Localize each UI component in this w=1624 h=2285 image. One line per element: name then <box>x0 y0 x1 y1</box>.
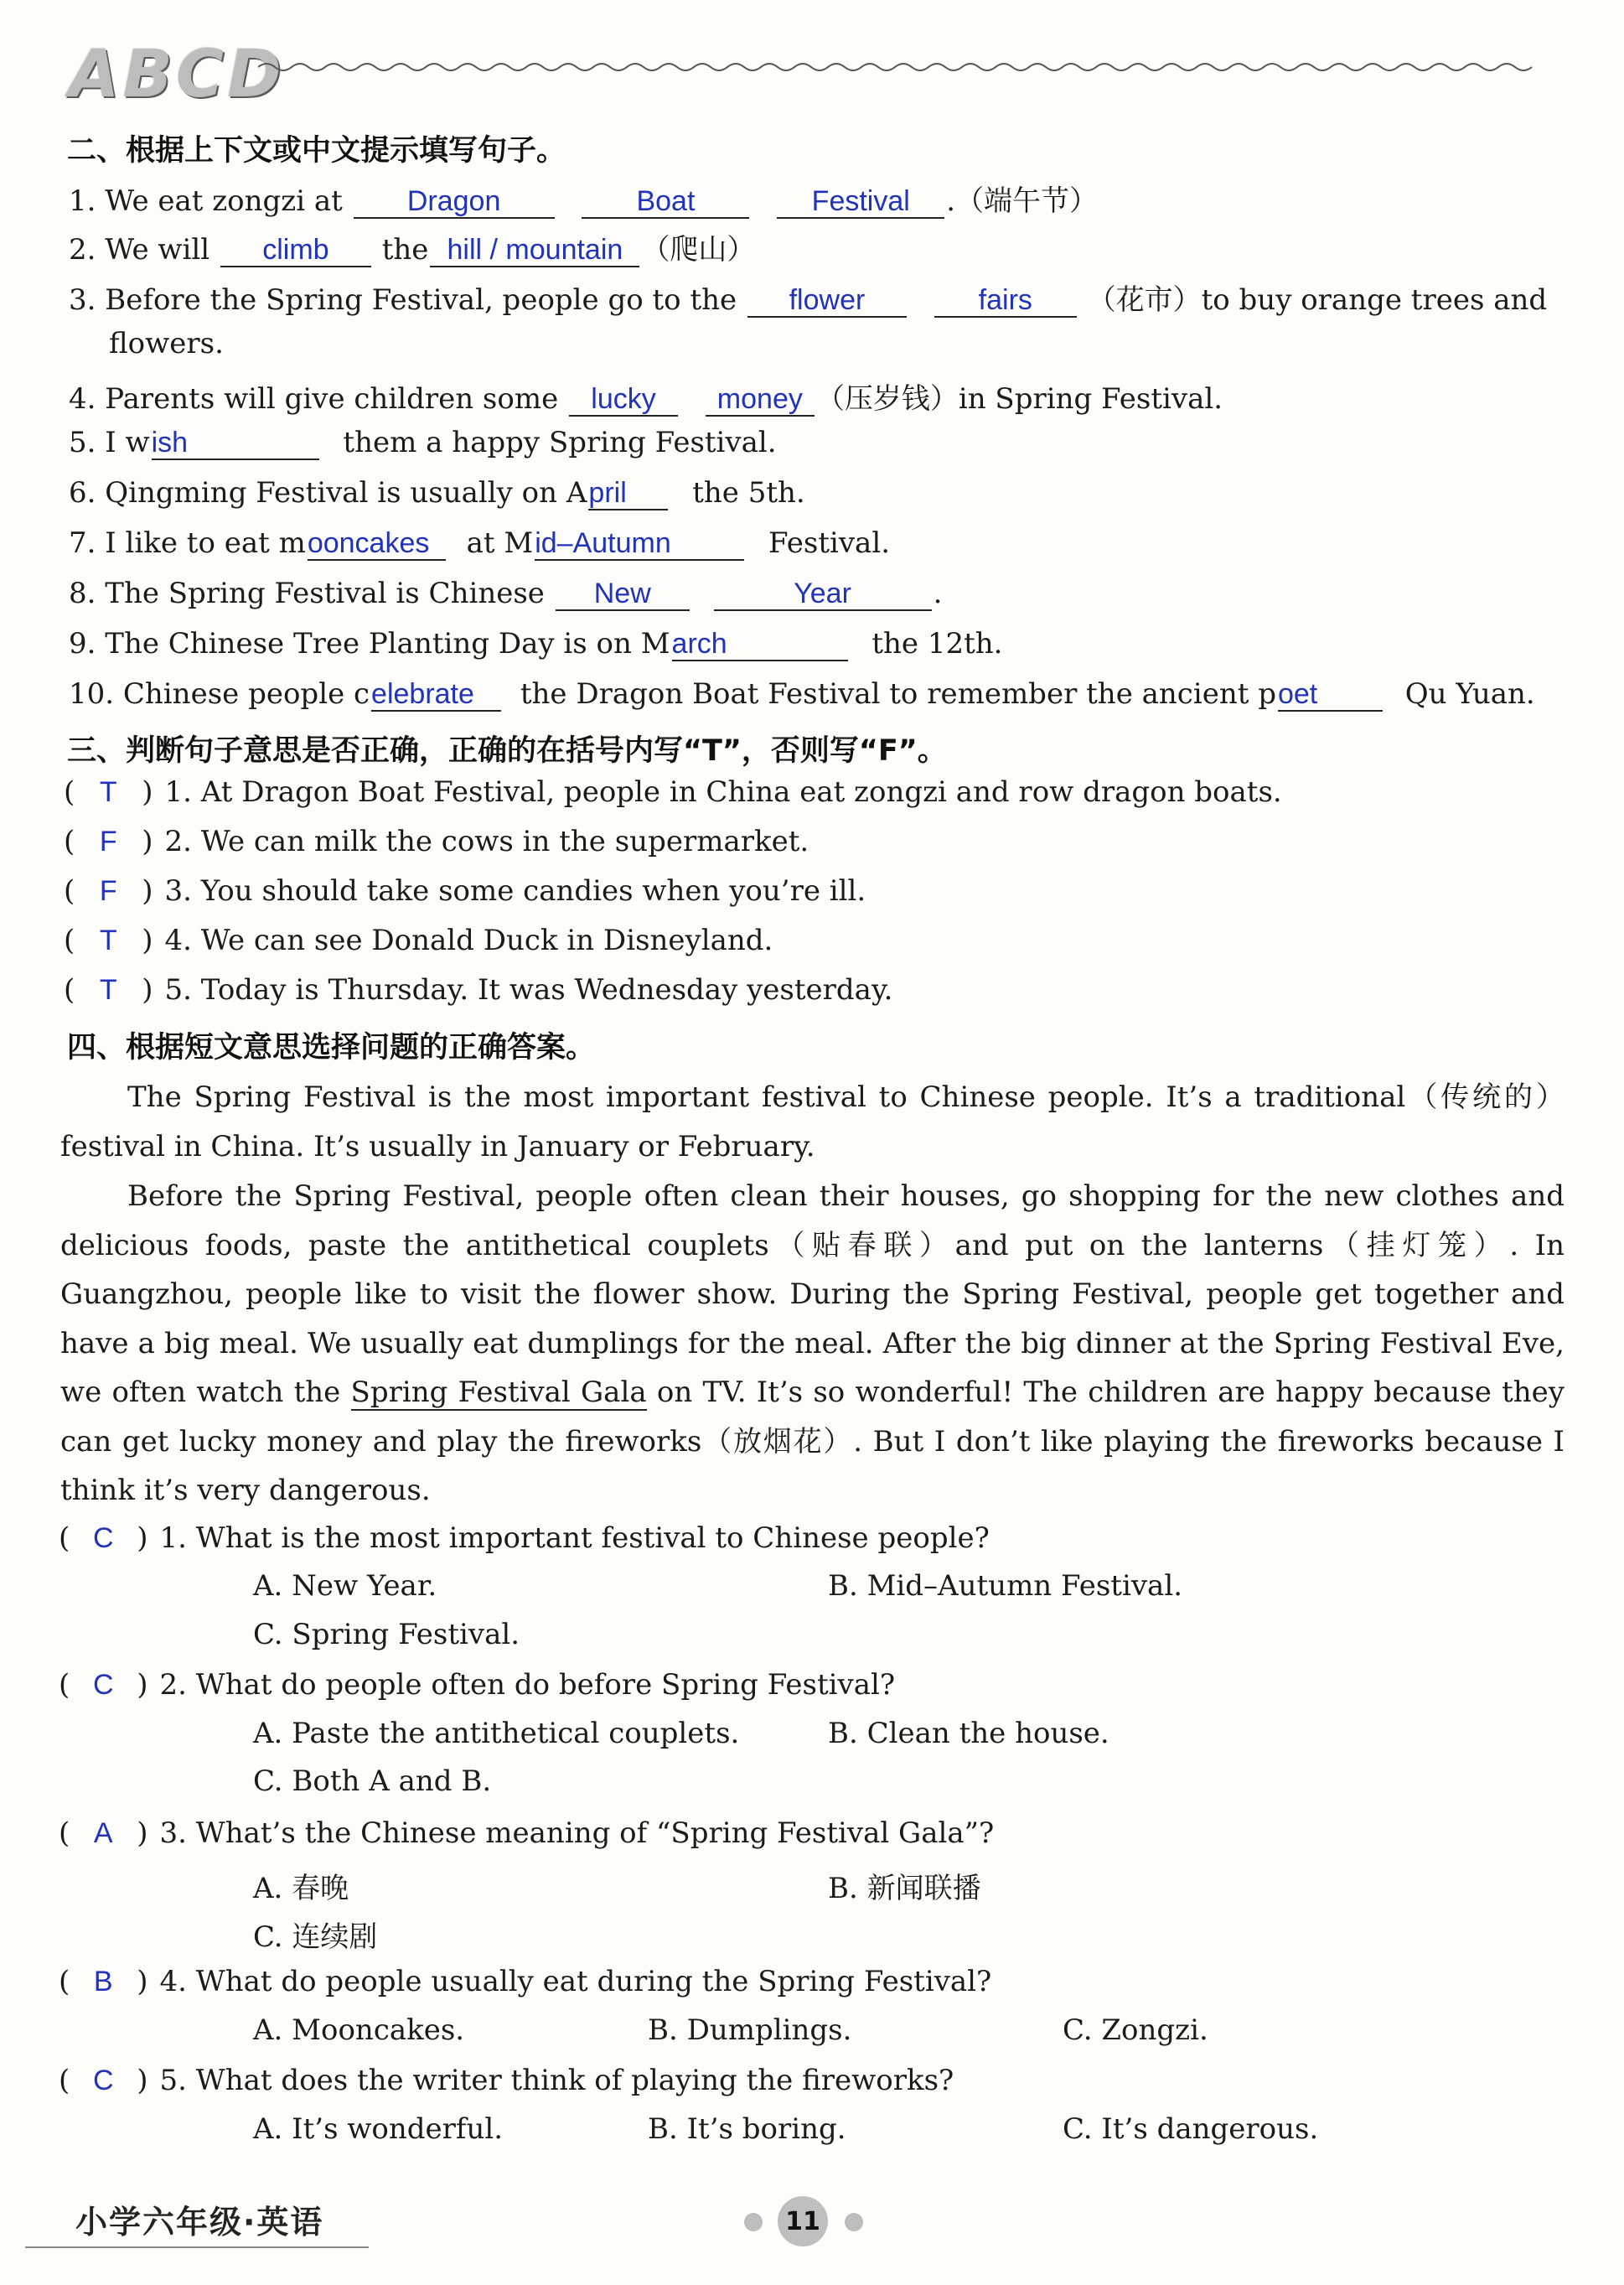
s4-q1-option-a: A. New Year. <box>253 1569 437 1603</box>
section-2-title: 二、根据上下文或中文提示填写句子。 <box>67 134 566 168</box>
s2-8-answer-2[interactable]: Year <box>714 579 932 611</box>
s4-1-answer[interactable]: C <box>92 1522 114 1554</box>
s2-6-answer[interactable]: pril <box>588 479 668 510</box>
s2-item-3-cont: flowers. <box>109 327 224 360</box>
s2-2-answer-1[interactable]: climb <box>220 236 371 267</box>
s2-item-9: 9. The Chinese Tree Planting Day is on March the 12th. <box>69 627 1003 661</box>
passage-paragraph-2: Before the Spring Festival, people often clean their houses, go shopping for the new clothes and delicious foods, paste the antithetical couplets（贴春联）and put on the lanterns（挂灯笼）. In Guangzhou, people like to visit the flower show. During the Spring Festival, people get together and have a big meal. We usually eat dumplings for the meal. After the big dinner at the Spring Festival Eve, we often watch the Spring Festival Gala on TV. It’s so wonderful! The children are happy because they can get lucky money and play the fireworks（放烟花）. But I don’t like playing the fireworks because I think it’s very dangerous. <box>60 1179 1565 1507</box>
s3-item-3: ( F ) 3. You should take some candies when you’re ill. <box>64 874 866 908</box>
section-4-title: 四、根据短文意思选择问题的正确答案。 <box>67 1031 596 1065</box>
s3-3-answer[interactable]: F <box>99 875 117 907</box>
s4-q1-option-b: B. Mid–Autumn Festival. <box>828 1569 1183 1603</box>
s4-4-answer[interactable]: B <box>93 1966 113 1997</box>
s2-4-answer-1[interactable]: lucky <box>569 385 678 417</box>
passage-paragraph-1: The Spring Festival is the most important festival to Chinese people. It’s a traditional（传统的）festival in China. It’s usually in January or February. <box>60 1080 1565 1163</box>
s2-10-answer-2[interactable]: oet <box>1278 680 1383 712</box>
s4-q4-option-c: C. Zongzi. <box>1063 2013 1208 2047</box>
decorative-wave-line <box>258 59 1565 75</box>
s4-q1: ( C ) 1. What is the most important festival to Chinese people? <box>59 1521 990 1555</box>
s2-item-6: 6. Qingming Festival is usually on April the 5th. <box>69 476 805 510</box>
s4-q5-option-b: B. It’s boring. <box>648 2112 846 2146</box>
s4-q4-option-a: A. Mooncakes. <box>253 2013 465 2047</box>
s2-8-answer-1[interactable]: New <box>556 579 690 611</box>
s4-3-answer[interactable]: A <box>93 1817 113 1849</box>
s3-item-5: ( T ) 5. Today is Thursday. It was Wednesday yesterday. <box>64 973 893 1007</box>
s2-5-answer[interactable]: ish <box>152 428 319 460</box>
s2-item-2: 2. We will climb the hill / mountain （爬山） <box>69 233 756 267</box>
s3-item-2: ( F ) 2. We can milk the cows in the supermarket. <box>64 825 809 858</box>
s3-item-1: ( T ) 1. At Dragon Boat Festival, people in China eat zongzi and row dragon boats. <box>64 775 1282 809</box>
s2-7-answer-2[interactable]: id–Autumn <box>535 529 744 561</box>
s2-item-3: 3. Before the Spring Festival, people go to the flower fairs （花市）to buy orange trees and <box>69 283 1548 317</box>
logo-abcd: ABCD <box>69 37 285 112</box>
s2-3-answer-1[interactable]: flower <box>747 286 907 318</box>
s2-1-answer-3[interactable]: Festival <box>777 187 944 219</box>
page-dot-right-icon <box>845 2213 863 2231</box>
s4-q2: ( C ) 2. What do people often do before Spring Festival? <box>59 1668 896 1702</box>
s4-q3-option-c: C. 连续剧 <box>253 1920 378 1954</box>
s3-4-answer[interactable]: T <box>99 925 117 956</box>
s4-q3: ( A ) 3. What’s the Chinese meaning of “Spring Festival Gala”? <box>59 1816 995 1850</box>
s2-9-answer[interactable]: arch <box>672 630 848 661</box>
page-number: 11 <box>778 2196 828 2246</box>
s4-q3-option-b: B. 新闻联播 <box>828 1872 981 1905</box>
s4-q5-option-c: C. It’s dangerous. <box>1063 2112 1319 2146</box>
footer-book-title: 小学六年级·英语 <box>75 2204 324 2241</box>
s2-1-answer-2[interactable]: Boat <box>582 187 749 219</box>
s4-q5-option-a: A. It’s wonderful. <box>253 2112 504 2146</box>
s3-5-answer[interactable]: T <box>99 974 117 1006</box>
s3-2-answer[interactable]: F <box>99 826 117 858</box>
spring-festival-gala-underlined: Spring Festival Gala <box>350 1376 647 1409</box>
s2-7-answer-1[interactable]: ooncakes <box>308 529 446 561</box>
s3-1-answer[interactable]: T <box>99 776 117 808</box>
s4-q4: ( B ) 4. What do people usually eat during the Spring Festival? <box>59 1965 992 1998</box>
s2-item-7: 7. I like to eat mooncakes at Mid–Autumn Festival. <box>69 526 891 560</box>
s2-item-1: 1. We eat zongzi at Dragon Boat Festival .（端午节） <box>69 184 1099 218</box>
s4-q4-option-b: B. Dumplings. <box>648 2013 852 2047</box>
s3-item-4: ( T ) 4. We can see Donald Duck in Disneyland. <box>64 924 773 957</box>
s4-q2-option-b: B. Clean the house. <box>828 1717 1109 1750</box>
s2-1-answer-1[interactable]: Dragon <box>354 187 555 219</box>
s2-item-5: 5. I wish them a happy Spring Festival. <box>69 426 777 459</box>
s2-2-answer-2[interactable]: hill / mountain <box>430 236 639 267</box>
page-dot-left-icon <box>744 2213 763 2231</box>
s2-3-answer-2[interactable]: fairs <box>934 286 1077 318</box>
s2-item-10: 10. Chinese people celebrate the Dragon Boat Festival to remember the ancient poet Qu Yuan. <box>69 677 1535 711</box>
s2-4-answer-2[interactable]: money <box>706 385 815 417</box>
s4-q1-option-c: C. Spring Festival. <box>253 1618 520 1651</box>
s4-q2-option-a: A. Paste the antithetical couplets. <box>253 1717 740 1750</box>
footer-divider <box>25 2246 369 2248</box>
s4-q2-option-c: C. Both A and B. <box>253 1764 492 1798</box>
s4-q3-option-a: A. 春晚 <box>253 1872 349 1905</box>
section-3-title: 三、判断句子意思是否正确，正确的在括号内写“T”，否则写“F”。 <box>67 734 947 768</box>
s2-10-answer-1[interactable]: elebrate <box>371 680 501 712</box>
s2-item-8: 8. The Spring Festival is Chinese New Year . <box>69 577 943 610</box>
s2-item-4: 4. Parents will give children some lucky money （压岁钱）in Spring Festival. <box>69 382 1223 416</box>
s4-q5: ( C ) 5. What does the writer think of playing the fireworks? <box>59 2064 954 2097</box>
s4-2-answer[interactable]: C <box>92 1669 114 1701</box>
s4-5-answer[interactable]: C <box>92 2065 114 2096</box>
